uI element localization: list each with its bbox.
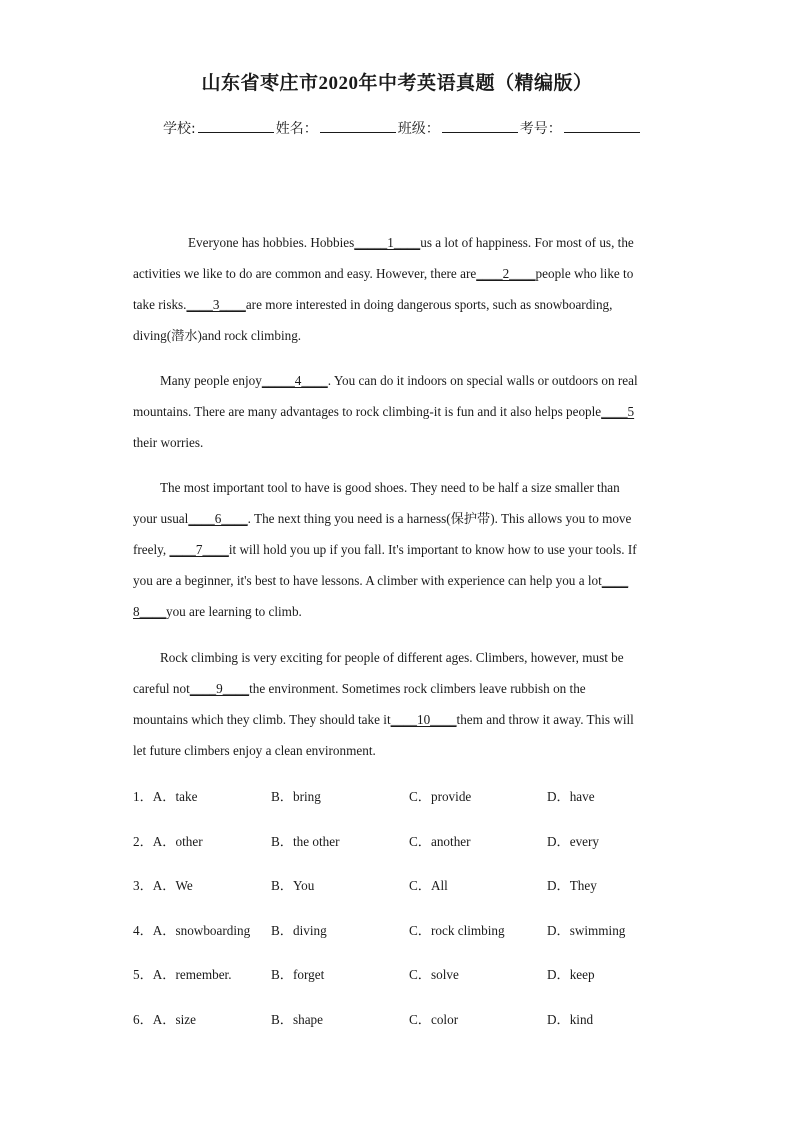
blank-4: _____4____ <box>261 373 328 388</box>
text-span: take risks. <box>133 297 187 312</box>
text-span: . You can do it indoors on special walls or outdoors on real <box>327 373 638 388</box>
text-span: your usual <box>133 511 189 526</box>
question-row-4 <box>133 920 693 965</box>
blank-7: ____7____ <box>169 542 229 557</box>
blank-10: ____10____ <box>390 712 457 727</box>
option-b[interactable]: B．diving <box>271 922 327 938</box>
paragraph-line <box>133 503 663 534</box>
option-b[interactable]: B．the other <box>271 833 340 849</box>
option-a[interactable]: 4．A．snowboarding <box>133 922 251 938</box>
text-span: activities we like to do are common and easy. However, there are <box>133 266 477 281</box>
blank-6: ____6____ <box>188 511 248 526</box>
passage-paragraph-3 <box>133 472 663 627</box>
text-span: let future climbers enjoy a clean environment. <box>133 743 376 758</box>
paragraph-line <box>133 472 663 503</box>
text-span: careful not <box>133 681 190 696</box>
option-c[interactable]: C．rock climbing <box>409 922 505 938</box>
blank-9: ____9____ <box>189 681 250 696</box>
text-span: you are learning to climb. <box>165 604 302 619</box>
text-span: mountains which they climb. They should take it <box>133 712 391 727</box>
passage-paragraph-1 <box>133 227 663 351</box>
passage-paragraph-4 <box>133 642 663 766</box>
blank-5: ____5 <box>601 404 635 419</box>
option-a[interactable]: 2．A．other <box>133 833 203 849</box>
text-span: The most important tool to have is good shoes. They need to be half a size smaller than <box>160 480 620 495</box>
option-d[interactable]: D．have <box>547 789 595 804</box>
blank-3: ____3____ <box>186 297 246 312</box>
text-span: are more interested in doing dangerous sports, such as snowboarding, <box>245 297 613 312</box>
name-field[interactable] <box>320 118 396 133</box>
text-span: them and throw it away. This will <box>456 712 634 727</box>
text-span: their worries. <box>133 435 204 450</box>
option-d[interactable]: D．every <box>547 833 599 849</box>
text-span: diving(潜水)and rock climbing. <box>133 328 302 343</box>
text-span: mountains. There are many advantages to rock climbing-it is fun and it also helps people <box>133 404 602 419</box>
text-span: . The next thing you need is a harness(保护带). This allows you to move <box>247 511 632 526</box>
paragraph-line <box>133 396 663 427</box>
option-d[interactable]: D．swimming <box>547 922 626 938</box>
paragraph-line <box>133 320 663 351</box>
paragraph-line <box>133 258 663 289</box>
text-span: you are a beginner, it's best to have lessons. A climber with experience can help you a lot <box>133 573 602 588</box>
text-span: the environment. Sometimes rock climbers leave rubbish on the <box>249 681 586 696</box>
page-title: 山东省枣庄市2020年中考英语真题（精编版） <box>201 73 593 94</box>
option-c[interactable]: C．another <box>409 833 471 849</box>
option-a[interactable]: 5．A．remember. <box>133 967 232 983</box>
paragraph-line <box>133 596 663 627</box>
option-b[interactable]: B．You <box>271 878 315 894</box>
option-c[interactable]: C．solve <box>409 967 459 983</box>
answer-options <box>133 786 693 1054</box>
option-c[interactable]: C．All <box>409 878 448 894</box>
paragraph-line <box>133 534 663 565</box>
option-b[interactable]: B．bring <box>271 789 321 804</box>
question-row-5 <box>133 964 693 1009</box>
school-field[interactable] <box>198 118 274 133</box>
blank-1: _____1____ <box>354 235 421 250</box>
blank-8: 8____ <box>133 604 166 619</box>
option-b[interactable]: B．forget <box>271 967 325 983</box>
text-span: it will hold you up if you fall. It's important to know how to use your tools. If <box>228 542 637 557</box>
question-row-6 <box>133 1009 693 1054</box>
paragraph-line <box>133 735 663 766</box>
option-a[interactable]: 6．A．size <box>133 1011 196 1027</box>
text-span: Rock climbing is very exciting for people of different ages. Climbers, however, must be <box>160 650 624 665</box>
blank-8-start: ____ <box>601 573 629 588</box>
option-d[interactable]: D．kind <box>547 1011 594 1027</box>
option-c[interactable]: C．provide <box>409 789 472 804</box>
passage-paragraph-2 <box>133 365 663 458</box>
option-a[interactable]: 3．A．We <box>133 878 193 894</box>
question-row-2 <box>133 831 693 876</box>
paragraph-line <box>133 673 663 704</box>
paragraph-line <box>133 565 663 596</box>
option-d[interactable]: D．keep <box>547 967 595 983</box>
option-b[interactable]: B．shape <box>271 1011 324 1027</box>
paragraph-line <box>133 227 663 258</box>
paragraph-line <box>133 365 663 396</box>
paragraph-line <box>133 642 663 673</box>
text-span: freely, <box>133 542 167 557</box>
option-c[interactable]: C．color <box>409 1011 459 1027</box>
option-a[interactable]: 1．A．take <box>133 789 198 804</box>
question-row-3 <box>133 875 693 920</box>
paragraph-line <box>133 704 663 735</box>
text-span: Many people enjoy <box>160 373 262 388</box>
school-label: 学校: <box>163 121 196 137</box>
blank-2: ____2____ <box>476 266 536 281</box>
class-label: 班级： <box>397 121 440 137</box>
paragraph-line <box>133 289 663 320</box>
question-row-1 <box>133 786 693 831</box>
name-label: 姓名： <box>275 121 318 137</box>
text-span: people who like to <box>535 266 634 281</box>
option-d[interactable]: D．They <box>547 878 597 894</box>
text-span: Everyone has hobbies. Hobbies <box>188 235 355 250</box>
student-info-line <box>163 118 642 138</box>
text-span: us a lot of happiness. For most of us, the <box>420 235 634 250</box>
number-label: 考号： <box>519 121 562 137</box>
number-field[interactable] <box>564 118 640 133</box>
class-field[interactable] <box>442 118 518 133</box>
paragraph-line <box>133 427 663 458</box>
